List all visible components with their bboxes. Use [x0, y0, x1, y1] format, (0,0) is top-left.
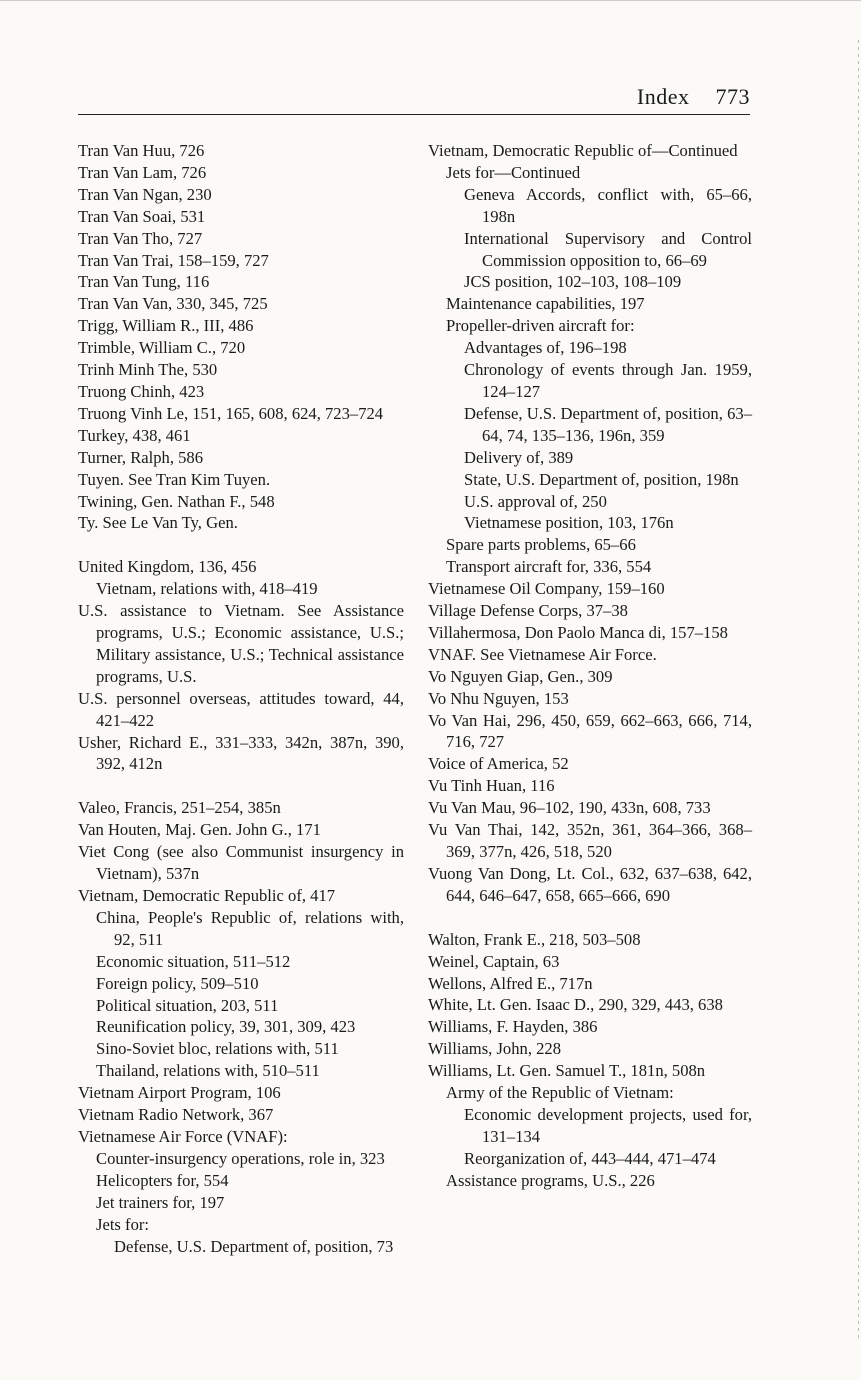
index-entry: Tran Van Lam, 726 — [78, 162, 207, 182]
index-subentry: Chronology of events through Jan. 1959, 124–127 — [464, 360, 752, 401]
index-subentry: Spare parts problems, 65–66 — [446, 535, 636, 555]
index-subentry: Economic development projects, used for, 131–134 — [464, 1104, 752, 1146]
index-entry: Tran Van Huu, 726 — [78, 141, 205, 160]
index-subentry: Advantages of, 196–198 — [464, 338, 627, 358]
index-subentry: Transport aircraft for, 336, 554 — [446, 557, 652, 577]
index-entry: Villahermosa, Don Paolo Manca di, 157–158 — [428, 622, 728, 642]
letter-group-spacer — [78, 534, 404, 556]
index-entry: Voice of America, 52 — [428, 754, 569, 774]
index-entry: Tran Van Ngan, 230 — [78, 184, 212, 204]
index-entry: Tran Van Soai, 531 — [78, 206, 206, 226]
index-subentry: Reunification policy, 39, 301, 309, 423 — [96, 1017, 356, 1037]
index-entry: Williams, Lt. Gen. Samuel T., 181n, 508n — [428, 1061, 706, 1081]
index-subentry: Propeller-driven aircraft for: — [446, 316, 635, 336]
index-subentry: Foreign policy, 509–510 — [96, 973, 259, 993]
index-entry: Vietnam, Democratic Republic of—Continued — [428, 141, 738, 160]
section-name: Index — [636, 84, 690, 109]
index-entry: Tran Van Tho, 727 — [78, 228, 203, 248]
index-entry: Vietnamese Air Force (VNAF): — [78, 1126, 288, 1146]
index-entry: Trinh Minh The, 530 — [78, 360, 218, 380]
index-subentry: Reorganization of, 443–444, 471–474 — [464, 1148, 716, 1168]
index-subentry: Geneva Accords, conflict with, 65–66, 198n — [464, 184, 752, 226]
index-subentry: Jets for: — [96, 1214, 149, 1234]
index-subentry: Economic situation, 511–512 — [96, 951, 291, 971]
index-entry: Wellons, Alfred E., 717n — [428, 973, 593, 993]
index-subentry: Defense, U.S. Department of, position, 73 — [114, 1236, 394, 1256]
index-entry: Van Houten, Maj. Gen. John G., 171 — [78, 820, 321, 840]
index-entry: Vietnam, Democratic Republic of, 417 — [78, 886, 336, 905]
index-entry: Viet Cong (see also Communist insurgency in Vietnam), 537n — [78, 842, 404, 884]
index-entry: United Kingdom, 136, 456 — [78, 557, 257, 577]
index-entry: Tran Van Tung, 116 — [78, 272, 210, 292]
letter-group-spacer — [428, 907, 752, 929]
index-subentry: Political situation, 203, 511 — [96, 995, 279, 1015]
index-entry: Vietnam Radio Network, 367 — [78, 1105, 274, 1125]
index-column-left — [78, 140, 404, 1257]
index-entry: Vu Van Thai, 142, 352n, 361, 364–366, 368–369, 377n, 426, 518, 520 — [428, 820, 752, 861]
page-number: 773 — [715, 84, 750, 109]
index-entry: Turner, Ralph, 586 — [78, 447, 204, 467]
index-entry: Truong Chinh, 423 — [78, 381, 205, 401]
running-header — [78, 84, 750, 115]
index-column-right — [428, 140, 752, 1192]
index-entry: VNAF. See Vietnamese Air Force. — [428, 644, 657, 664]
index-entry: U.S. personnel overseas, attitudes toward, 44, 421–422 — [78, 688, 404, 730]
index-entry: Tuyen. See Tran Kim Tuyen. — [78, 469, 271, 489]
index-entry: Tran Van Van, 330, 345, 725 — [78, 294, 268, 314]
index-entry: Vietnamese Oil Company, 159–160 — [428, 579, 665, 599]
index-subentry: Sino-Soviet bloc, relations with, 511 — [96, 1039, 339, 1059]
index-subentry: Vietnamese position, 103, 176n — [464, 513, 674, 533]
index-entry: Walton, Frank E., 218, 503–508 — [428, 929, 641, 949]
index-entry: Williams, John, 228 — [428, 1039, 562, 1059]
index-subentry: China, People's Republic of, relations with, 92, 511 — [96, 907, 404, 949]
index-subentry: Maintenance capabilities, 197 — [446, 294, 645, 314]
index-subentry: U.S. approval of, 250 — [464, 491, 607, 511]
index-subentry: International Supervisory and Control Commission opposition to, 66–69 — [464, 228, 752, 270]
page-top-edge — [0, 0, 861, 1]
index-subentry: State, U.S. Department of, position, 198n — [464, 469, 739, 489]
index-subentry: JCS position, 102–103, 108–109 — [464, 272, 682, 292]
index-entry: Tran Van Trai, 158–159, 727 — [78, 250, 269, 270]
index-subentry: Helicopters for, 554 — [96, 1170, 229, 1190]
index-entry: Vo Van Hai, 296, 450, 659, 662–663, 666, 714, 716, 727 — [428, 710, 752, 752]
index-subentry: Thailand, relations with, 510–511 — [96, 1061, 320, 1081]
index-entry: Ty. See Le Van Ty, Gen. — [78, 513, 238, 533]
index-entry: Turkey, 438, 461 — [78, 425, 191, 445]
index-entry: Vuong Van Dong, Lt. Col., 632, 637–638, 642, 644, 646–647, 658, 665–666, 690 — [428, 863, 752, 905]
index-entry: Vo Nguyen Giap, Gen., 309 — [428, 666, 613, 686]
index-entry: Village Defense Corps, 37–38 — [428, 601, 628, 621]
index-subentry: Army of the Republic of Vietnam: — [446, 1083, 674, 1103]
index-entry: Vo Nhu Nguyen, 153 — [428, 688, 569, 708]
index-entry: Vietnam Airport Program, 106 — [78, 1083, 281, 1103]
index-subentry: Counter-insurgency operations, role in, 323 — [96, 1148, 385, 1168]
letter-group-spacer — [78, 775, 404, 797]
index-entry: Truong Vinh Le, 151, 165, 608, 624, 723–724 — [78, 403, 384, 423]
index-entry: Vu Van Mau, 96–102, 190, 433n, 608, 733 — [428, 798, 711, 818]
index-subentry: Vietnam, relations with, 418–419 — [96, 579, 318, 599]
index-entry: Twining, Gen. Nathan F., 548 — [78, 491, 275, 511]
index-subentry: Delivery of, 389 — [464, 447, 574, 467]
index-entry: White, Lt. Gen. Isaac D., 290, 329, 443, 638 — [428, 995, 723, 1015]
index-subentry: Defense, U.S. Department of, position, 63–64, 74, 135–136, 196n, 359 — [464, 403, 752, 445]
index-subentry: Jets for—Continued — [446, 162, 581, 182]
index-entry: Williams, F. Hayden, 386 — [428, 1017, 598, 1037]
header-title — [637, 84, 750, 110]
index-entry: U.S. assistance to Vietnam. See Assistance programs, U.S.; Economic assistance, U.S.; Military assistance, U.S.; Technical assistance programs, U.S. — [78, 601, 404, 686]
index-entry: Usher, Richard E., 331–333, 342n, 387n, 390, 392, 412n — [78, 732, 404, 774]
index-entry: Trigg, William R., III, 486 — [78, 316, 254, 336]
index-subentry: Assistance programs, U.S., 226 — [446, 1170, 655, 1190]
index-entry: Weinel, Captain, 63 — [428, 951, 560, 971]
index-entry: Valeo, Francis, 251–254, 385n — [78, 798, 281, 818]
index-subentry: Jet trainers for, 197 — [96, 1192, 225, 1212]
index-entry: Vu Tinh Huan, 116 — [428, 776, 555, 796]
index-entry: Trimble, William C., 720 — [78, 338, 246, 358]
page-binding-edge — [858, 40, 859, 1340]
